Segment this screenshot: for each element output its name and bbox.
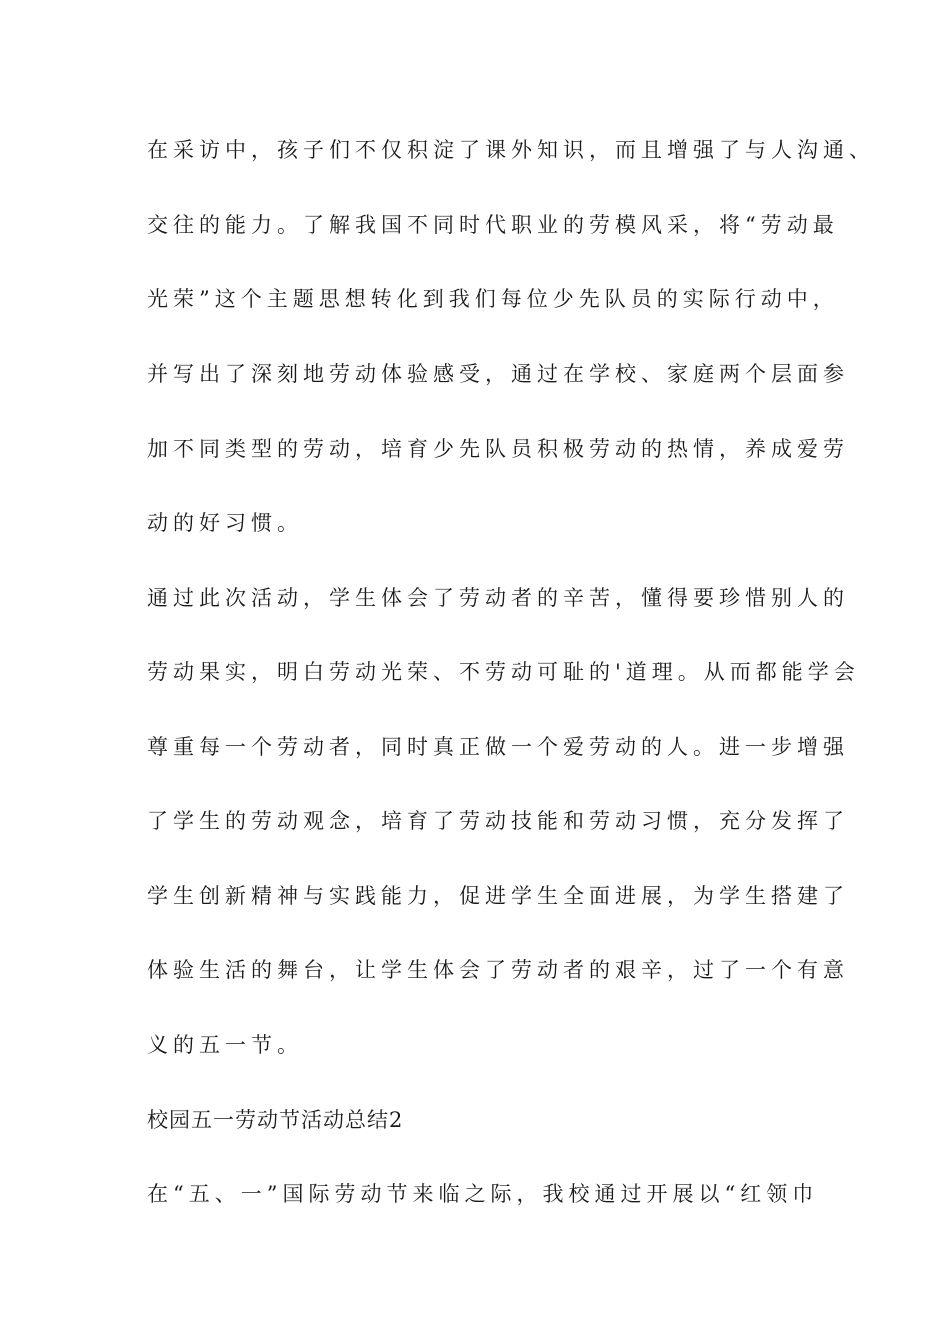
paragraph-line-12: 体验生活的舞台，让学生体会了劳动者的艰辛，过了一个有意 (147, 958, 849, 982)
paragraph-line-7: 通过此次活动，学生体会了劳动者的辛苦，懂得要珍惜别人的 (147, 586, 849, 610)
paragraph-line-10: 了学生的劳动观念，培育了劳动技能和劳动习惯，充分发挥了 (147, 809, 849, 833)
paragraph-line-2: 交往的能力。了解我国不同时代职业的劳模风采，将“劳动最 (147, 213, 839, 237)
paragraph-line-9: 尊重每一个劳动者，同时真正做一个爱劳动的人。进一步增强 (147, 735, 849, 759)
paragraph-line-15: 在“五、一”国际劳动节来临之际，我校通过开展以“红领巾 (147, 1182, 819, 1206)
section-heading: 校园五一劳动节活动总结2 (147, 1108, 404, 1132)
paragraph-line-5: 加不同类型的劳动，培育少先队员积极劳动的热情，养成爱劳 (147, 437, 849, 461)
paragraph-line-13: 义的五一节。 (147, 1033, 303, 1057)
paragraph-line-3: 光荣”这个主题思想转化到我们每位少先队员的实际行动中， (147, 287, 839, 311)
paragraph-line-6: 动的好习惯。 (147, 511, 303, 535)
paragraph-line-4: 并写出了深刻地劳动体验感受，通过在学校、家庭两个层面参 (147, 362, 849, 386)
paragraph-line-11: 学生创新精神与实践能力，促进学生全面进展，为学生搭建了 (147, 884, 849, 908)
paragraph-line-1: 在采访中，孩子们不仅积淀了课外知识，而且增强了与人沟通、 (147, 138, 875, 162)
paragraph-line-8: 劳动果实，明白劳动光荣、不劳动可耻的'道理。从而都能学会 (147, 660, 860, 684)
